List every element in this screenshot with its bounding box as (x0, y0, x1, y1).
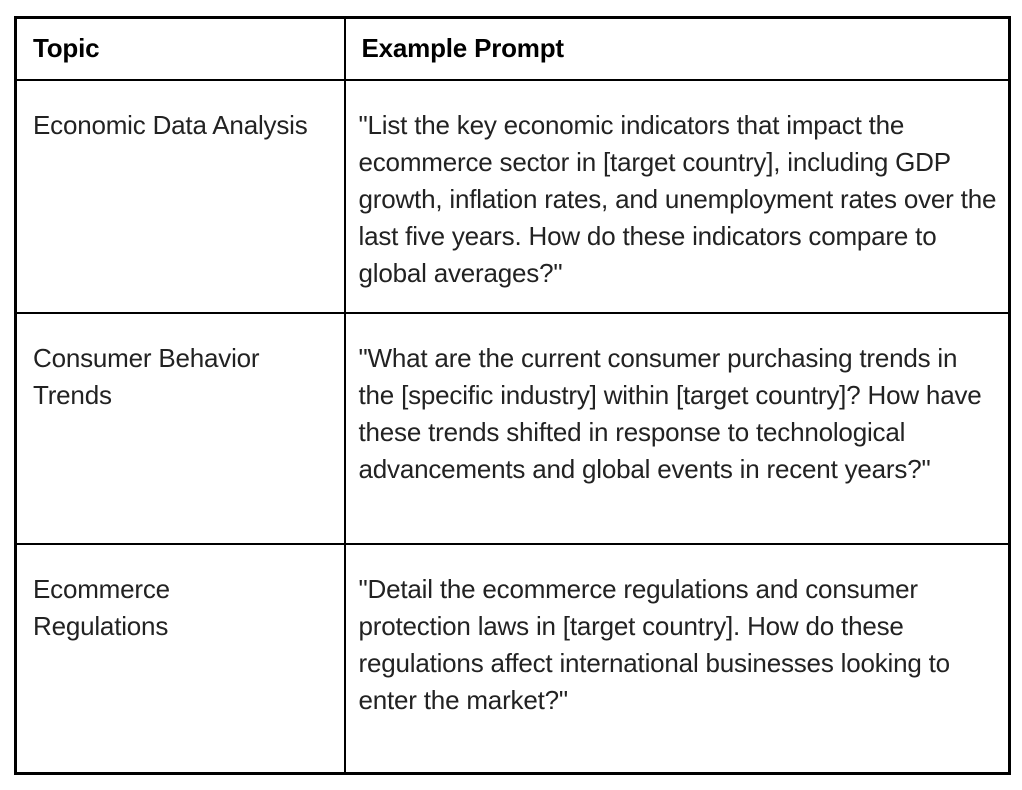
header-row (16, 18, 1010, 81)
prompt-cell: "What are the current consumer purchasing trends in the [specific industry] within [target country]? How have these trends shifted in response to technological advancements and global events in recent years?" (345, 313, 1010, 544)
table-row-consumer-behavior-trends (16, 313, 1010, 544)
topic-cell: Ecommerce Regulations (16, 544, 345, 773)
table-row-economic-data-analysis (16, 80, 1010, 313)
topic-cell: Economic Data Analysis (16, 80, 345, 313)
topic-cell: Consumer Behavior Trends (16, 313, 345, 544)
table-row-ecommerce-regulations (16, 544, 1010, 773)
prompt-cell: "List the key economic indicators that impact the ecommerce sector in [target country], including GDP growth, inflation rates, and unemployment rates over the last five years. How do these indicators compare to global averages?" (345, 80, 1010, 313)
column-header-topic: Topic (16, 18, 345, 81)
prompt-cell: "Detail the ecommerce regulations and consumer protection laws in [target country]. How do these regulations affect international businesses looking to enter the market?" (345, 544, 1010, 773)
column-header-example-prompt: Example Prompt (345, 18, 1010, 81)
topic-example-prompt-table (14, 16, 1011, 775)
